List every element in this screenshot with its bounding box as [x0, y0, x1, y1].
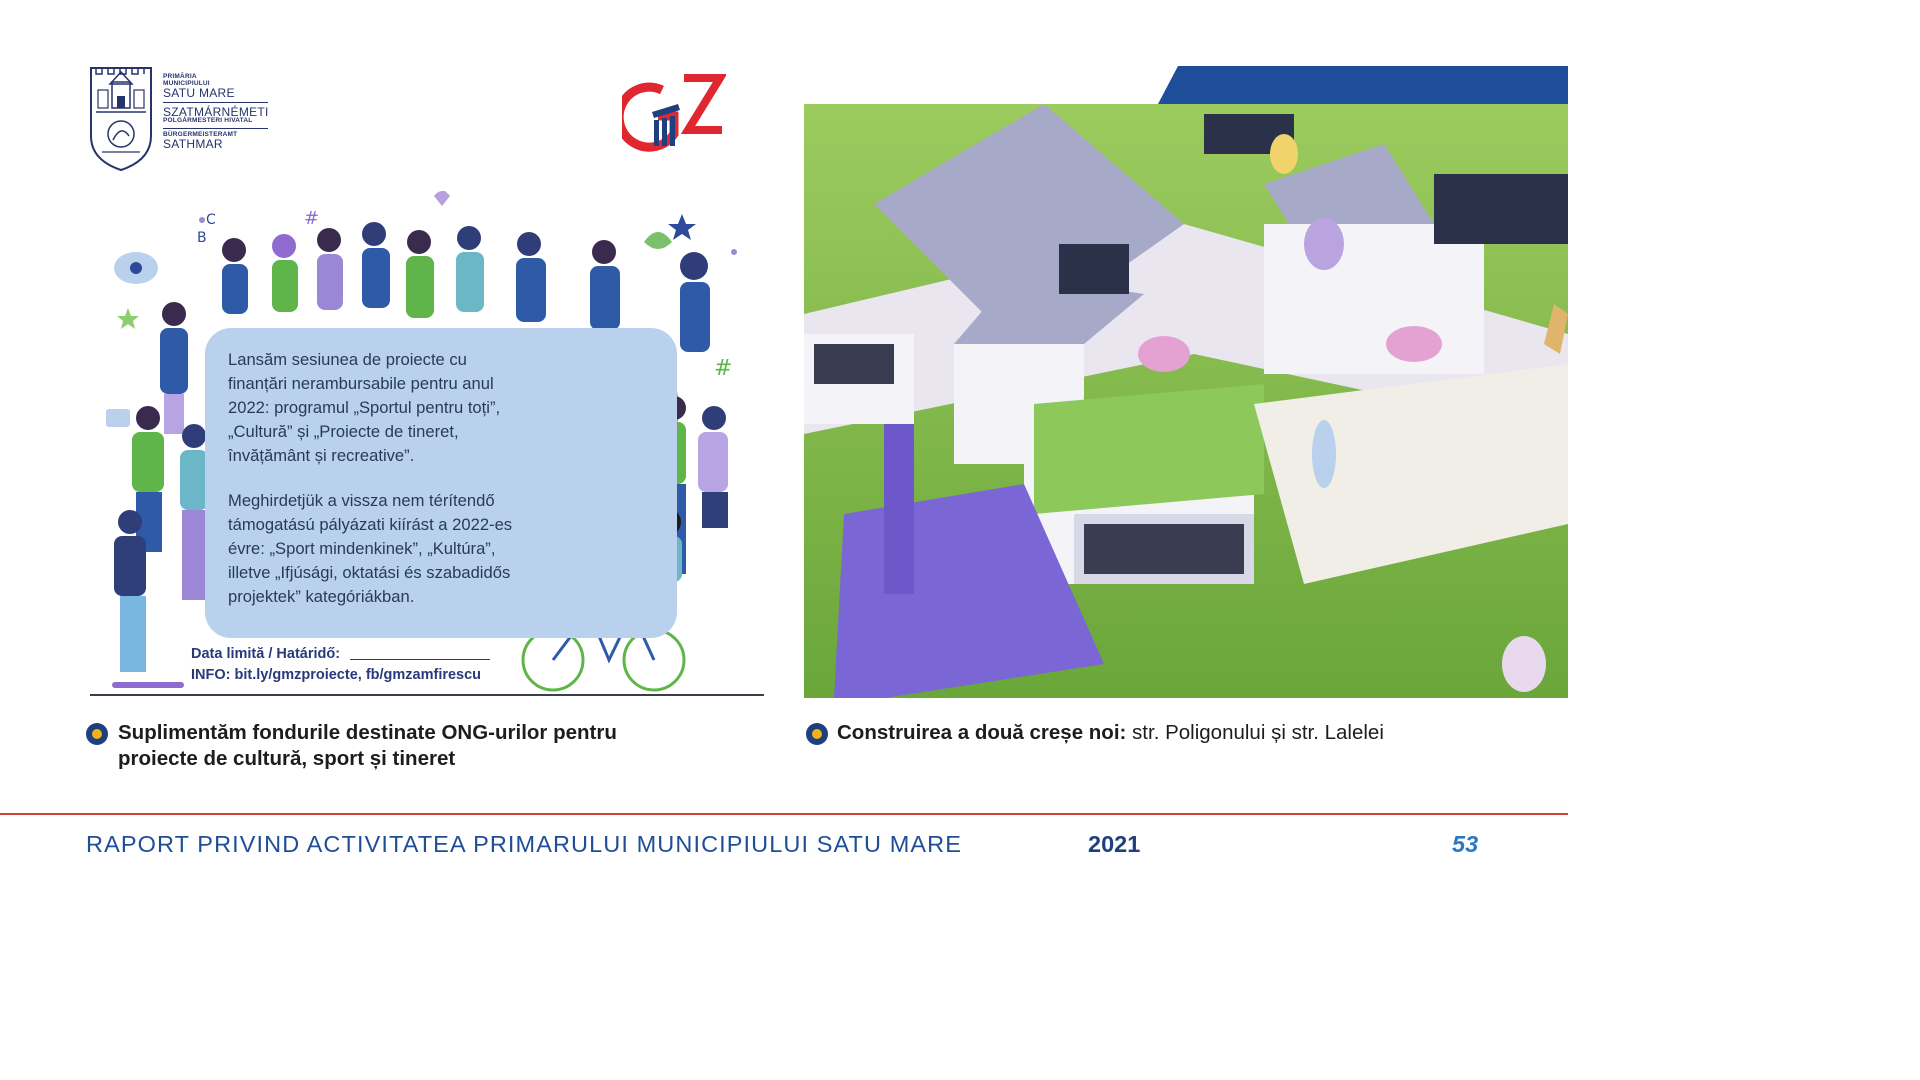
svg-text:B: B	[197, 230, 207, 246]
nursery-rendering-photo	[804, 104, 1568, 698]
logo-line: POLGÁRMESTERI HIVATAL	[163, 117, 253, 124]
deadline-label: Data limită / Határidő:	[191, 646, 341, 662]
ground-line	[90, 694, 764, 696]
logo-line: PRIMĂRIA	[163, 73, 197, 80]
svg-text:C: C	[206, 212, 216, 228]
page-number: 53	[1452, 831, 1479, 857]
announcement-text	[228, 348, 668, 630]
caption-bullet-icon	[806, 723, 828, 745]
deadline-block	[191, 644, 490, 686]
header-accent-band	[1158, 66, 1568, 104]
logo-line: SZATMÁRNÉMETI	[163, 105, 269, 119]
caption-nurseries-streets: str. Poligonului și str. Lalelei	[1126, 721, 1384, 744]
caption-new-nurseries	[837, 720, 1537, 746]
announcement-hungarian: Meghirdetjük a vissza nem térítendő támogatású pályázati kiírást a 2022-es évre: „Sport mindenkinek”, „Kultúra”, illetve „Ifjúsági, oktatási és szabadidős projektek” kategóriákban.	[228, 491, 513, 606]
municipality-name-block	[163, 74, 283, 150]
footer-year: 2021	[1088, 831, 1141, 857]
svg-text:#: #	[714, 356, 733, 381]
logo-line: BÜRGERMEISTERAMT	[163, 130, 238, 138]
logo-line: MUNICIPIULUI	[163, 79, 210, 87]
gmz-logo	[622, 72, 726, 162]
caption-ngo-funding: Suplimentăm fondurile destinate ONG-urilor pentru proiecte de cultură, sport și tineret	[118, 721, 617, 770]
logo-line: SATU MARE	[163, 86, 235, 100]
caption-bullet-icon	[86, 723, 108, 745]
caption-nurseries-bold: Construirea a două creșe noi:	[837, 721, 1127, 744]
deadline-blank-line	[350, 659, 490, 660]
footer-divider	[0, 813, 1568, 815]
announcement-romanian: Lansăm sesiunea de proiecte cu finanțări nerambursabile pentru anul 2022: programul „Sportul pentru toți”, „Cultură” și „Proiecte de tineret, învățământ și recreative”.	[228, 350, 501, 465]
logo-line: SATHMAR	[163, 137, 223, 151]
svg-text:#: #	[304, 208, 320, 229]
footer-report-title: RAPORT PRIVIND ACTIVITATEA PRIMARULUI MUNICIPIULUI SATU MARE	[86, 831, 963, 857]
info-links: INFO: bit.ly/gmzproiecte, fb/gmzamfirescu	[191, 667, 482, 683]
municipality-crest-logo	[88, 64, 154, 172]
